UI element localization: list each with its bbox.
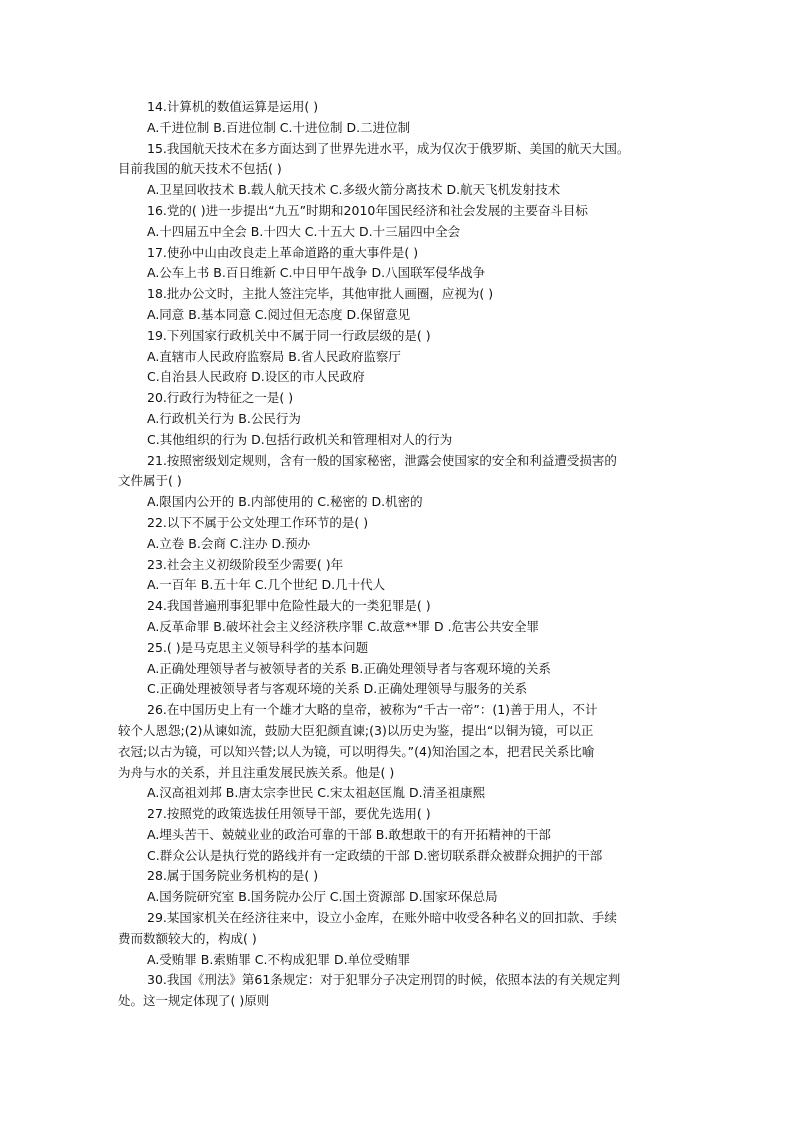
question-text: 19.下列国家行政机关中不属于同一行政层级的是( ) xyxy=(147,327,431,343)
question-text-continued: 为舟与水的关系，并且注重发展民族关系。他是( ) xyxy=(118,764,395,780)
answer-options: A.埋头苦干、兢兢业业的政治可靠的干部 B.敢想敢干的有开拓精神的干部 xyxy=(147,826,551,842)
document-body xyxy=(118,97,678,1012)
answer-options: A.一百年 B.五十年 C.几个世纪 D.几十代人 xyxy=(147,577,386,593)
answer-options: A.公车上书 B.百日维新 C.中日甲午战争 D.八国联军侵华战争 xyxy=(147,265,486,281)
question-text: 28.属于国务院业务机构的是( ) xyxy=(147,868,319,884)
question-text-continued: 衣冠;以古为镜，可以知兴替;以人为镜，可以明得失。”(4)知治国之本，把君民关系比喻 xyxy=(118,743,595,759)
question-text: 14.计算机的数值运算是运用( ) xyxy=(147,99,319,114)
question-text: 17.使孙中山由改良走上革命道路的重大事件是( ) xyxy=(147,244,419,260)
question-text: 15.我国航天技术在多方面达到了世界先进水平，成为仅次于俄罗斯、美国的航天大国。 xyxy=(147,140,630,156)
question-text: 22.以下不属于公文处理工作环节的是( ) xyxy=(147,514,369,530)
answer-options: A.限国内公开的 B.内部使用的 C.秘密的 D.机密的 xyxy=(147,494,423,510)
answer-options: C.自治县人民政府 D.设区的市人民政府 xyxy=(147,369,365,385)
question-text-continued: 处。这一规定体现了( )原则 xyxy=(118,993,270,1009)
answer-options: A.直辖市人民政府监察局 B.省人民政府监察厅 xyxy=(147,348,401,364)
answer-options: A.立卷 B.会商 C.注办 D.预办 xyxy=(147,535,311,551)
question-text: 29.某国家机关在经济往来中，设立小金库，在账外暗中收受各种名义的回扣款、手续 xyxy=(147,910,617,926)
answer-options: A.十四届五中全会 B.十四大 C.十五大 D.十三届四中全会 xyxy=(147,223,461,239)
question-text: 24.我国普遍刑事犯罪中危险性最大的一类犯罪是( ) xyxy=(147,598,431,614)
question-text-continued: 目前我国的航天技术不包括( ) xyxy=(118,161,282,177)
answer-options: A.受贿罪 B.索贿罪 C.不构成犯罪 D.单位受贿罪 xyxy=(147,951,411,967)
answer-options: C.正确处理被领导者与客观环境的关系 D.正确处理领导与服务的关系 xyxy=(147,681,528,697)
question-text-continued: 费而数额较大的，构成( ) xyxy=(118,930,257,946)
answer-options: A.行政机关行为 B.公民行为 xyxy=(147,410,301,426)
answer-options: A.卫星回收技术 B.载人航天技术 C.多级火箭分离技术 D.航天飞机发射技术 xyxy=(147,182,561,198)
answer-options: A.反革命罪 B.破坏社会主义经济秩序罪 C.故意**罪 D .危害公共安全罪 xyxy=(147,618,540,634)
question-text: 30.我国《刑法》第61条规定：对于犯罪分子决定刑罚的时候，依照本法的有关规定判 xyxy=(147,972,621,988)
question-text-continued: 较个人恩怨;(2)从谏如流，鼓励大臣犯颜直谏;(3)以历史为鉴，提出“以铜为镜，可以正 xyxy=(118,722,594,738)
answer-options: C.群众公认是执行党的路线并有一定政绩的干部 D.密切联系群众被群众拥护的干部 xyxy=(147,847,603,863)
question-text: 25.( )是马克思主义领导科学的基本问题 xyxy=(147,639,369,655)
answer-options: A.同意 B.基本同意 C.阅过但无态度 D.保留意见 xyxy=(147,306,411,322)
question-text: 27.按照党的政策选拔任用领导干部，要优先选用( ) xyxy=(147,806,431,822)
answer-options: A.正确处理领导者与被领导者的关系 B.正确处理领导者与客观环境的关系 xyxy=(147,660,551,676)
question-text-continued: 文件属于( ) xyxy=(118,473,182,489)
question-text: 21.按照密级划定规则，含有一般的国家秘密，泄露会使国家的安全和利益遭受损害的 xyxy=(147,452,617,468)
question-text: 16.党的( )进一步提出“九五”时期和2010年国民经济和社会发展的主要奋斗目标 xyxy=(147,202,588,218)
answer-options: C.其他组织的行为 D.包括行政机关和管理相对人的行为 xyxy=(147,431,453,447)
answer-options: A.汉高祖刘邦 B.唐太宗李世民 C.宋太祖赵匡胤 D.清圣祖康熙 xyxy=(147,785,486,801)
answer-options: A.千进位制 B.百进位制 C.十进位制 D.二进位制 xyxy=(147,119,411,135)
question-text: 23.社会主义初级阶段至少需要( )年 xyxy=(147,556,344,572)
answer-options: A.国务院研究室 B.国务院办公厅 C.国土资源部 D.国家环保总局 xyxy=(147,889,498,905)
question-text: 26.在中国历史上有一个雄才大略的皇帝，被称为“千古一帝”：(1)善于用人，不计 xyxy=(147,702,598,718)
question-text: 20.行政行为特征之一是( ) xyxy=(147,390,294,406)
question-text: 18.批办公文时，主批人签注完毕，其他审批人画圈，应视为( ) xyxy=(147,286,494,302)
